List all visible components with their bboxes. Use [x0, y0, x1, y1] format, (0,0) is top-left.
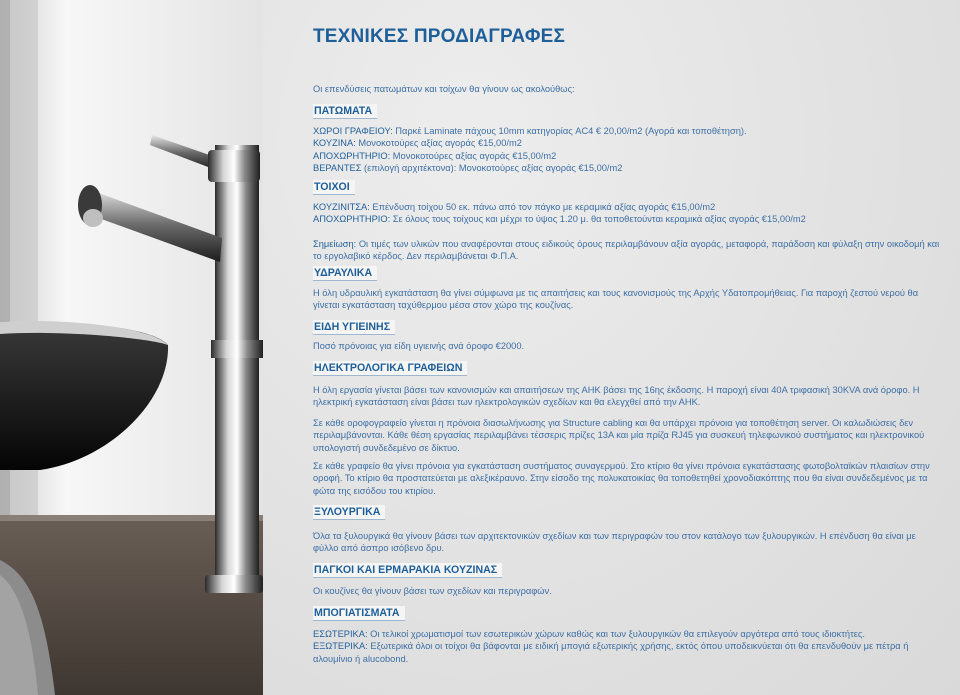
walls-list [313, 201, 943, 226]
floor-item-storage [313, 150, 943, 162]
exterior-label: ΕΞΩΤΕΡΙΚΑ: [313, 641, 368, 652]
plumbing-heading: ΥΔΡΑΥΛΙΚΑ [313, 266, 377, 281]
paint-item-exterior [313, 640, 943, 665]
floors-heading: ΠΑΤΩΜΑΤΑ [313, 104, 377, 119]
kitchenette-text: Επένδυση τοίχου 50 εκ. πάνω από τον πάγκο με κεραμικά αξίας αγοράς €15,00/m2 [369, 202, 716, 212]
faucet-illustration [0, 0, 263, 695]
kitchen-text: Μονοκοτούρες αξίας αγοράς €15,00/m2 [355, 138, 522, 149]
kitchenette-label: ΚΟΥΖΙΝΙΤΣΑ: [313, 202, 370, 212]
page-title: ΤΕΧΝΙΚΕΣ ΠΡΟΔΙΑΓΡΑΦΕΣ [313, 26, 566, 47]
veranda-text: (επιλογή αρχιτέκτονα): Μονοκοτούρες αξίας αγοράς €15,00/m2 [361, 162, 623, 173]
plumbing-text: Η όλη υδραυλική εγκατάσταση θα γίνει σύμφωνα με τις απαιτήσεις και τους κανονισμούς της Αρχής Υδατοπρομήθειας. Για παροχή ζεστού νερού θα γίνεται εγκατάσταση ταχύθερμου μέσα στον χώρο της κουζίνας. [313, 288, 919, 311]
office-label: ΧΩΡΟΙ ΓΡΑΦΕΙΟΥ: [313, 126, 393, 136]
woodwork-text: Όλα τα ξυλουργικά θα γίνουν βάσει των αρχιτεκτονικών σχεδίων και των περιγραφών του στον κατάλογο των ξυλουργικών. Η επένδυση θα είναι με φύλλο από άσπρο ισόβενο δρυ. [313, 531, 916, 554]
paint-item-interior [313, 628, 943, 640]
floor-item-kitchen [313, 137, 943, 149]
spec-panel [263, 0, 960, 695]
electrical-p1: Η όλη εργασία γίνεται βάσει των κανονισμών και απαιτήσεων της ΑΗΚ βάσει της 16ης έκδοσης. Η παροχή είναι 40Α τριφασική 30KVA ανά όροφο. Η ηλεκτρική εγκατάσταση είναι βάσει των ηλεκτρολογικών σχεδίων και θα ελεγχθεί από την ΑΗΚ. [313, 385, 920, 408]
storage-text: Μονοκοτούρες αξίας αγοράς €15,00/m2 [390, 150, 557, 161]
faucet-photo [0, 0, 263, 695]
wc-text: Σε όλους τους τοίχους και μέχρι το ύψος 1.20 μ. θα τοποθετούνται κεραμικά αξίας αγοράς €15,00/m2 [390, 214, 806, 225]
interior-text: Οι τελικοί χρωματισμοί των εσωτερικών χώρων καθώς και των ξυλουργικών θα επιλεγούν αργότερα από τους ιδιοκτήτες. [367, 629, 865, 639]
wall-item-kitchenette [313, 201, 943, 213]
sanitary-text: Ποσό πρόνοιας για είδη υγιεινής ανά όροφο €2000. [313, 341, 525, 351]
electrical-heading: ΗΛΕΚΤΡΟΛΟΓΙΚΑ ΓΡΑΦΕΙΩΝ [313, 361, 467, 376]
woodwork-heading: ΞΥΛΟΥΡΓΙΚΑ [313, 505, 385, 520]
wall-item-wc [313, 213, 943, 225]
electrical-p2: Σε κάθε ορoφογραφείο γίνεται η πρόνοια διασωλήνωσης για Structure cabling και θα υπάρχει πρόνοια για τοποθέτηση server. Οι καλωδιώσεις δεν περιλαμβάνονται. Κάθε θέση εργασίας περιλαμβάνει τέσσερις πρίζες 13A και μία πρίζα RJ45 για συσκευή τηλεφωνικού συστήματος και ηλεκτρονικού υπολογιστή συνδεδεμένο σε δίκτυο. [313, 418, 925, 453]
counters-heading: ΠΑΓΚΟΙ ΚΑΙ ΕΡΜΑΡΑΚΙΑ ΚΟΥΖΙΝΑΣ [313, 563, 502, 578]
floor-item-office [313, 125, 943, 137]
kitchen-label: ΚΟΥΖΙΝΑ: [313, 138, 356, 149]
exterior-text: Εξωτερικά όλοι οι τοίχοι θα βάφονται με ειδική μπογιά εξωτερικής χρήσης, εκτός όπου υποδεικνύεται ότι θα επενδυθούν με πέτρα ή αλουμίνιο ή alucobond. [313, 641, 909, 664]
floor-item-veranda [313, 162, 943, 174]
walls-heading: ΤΟΙΧΟΙ [313, 180, 355, 195]
intro-text: Οι επενδύσεις πατωμάτων και τοίχων θα γίνουν ως ακολούθως: [313, 84, 575, 94]
sanitary-heading: ΕΙΔΗ ΥΓΙΕΙΝΗΣ [313, 320, 395, 335]
note-label: Σημείωση: [313, 239, 357, 249]
interior-label: ΕΣΩΤΕΡΙΚΑ: [313, 629, 368, 639]
note-text: Οι τιμές των υλικών που αναφέρονται στους ειδικούς όρους περιλαμβάνουν αξία αγοράς, μεταφορά, παράδοση και φύλαξη στην οικοδομή και το εργολαβικό κέρδος. Δεν περιλαμβάνεται Φ.Π.Α. [313, 239, 940, 262]
paints-list [313, 628, 943, 665]
veranda-label: ΒΕΡΑΝΤΕΣ [313, 162, 362, 173]
office-text: Παρκέ Laminate πάχους 10mm κατηγορίας AC4 € 20,00/m2 (Αγορά και τοποθέτηση). [392, 126, 747, 136]
counters-text: Οι κουζίνες θα γίνουν βάσει των σχεδίων και περιγραφών. [313, 586, 552, 596]
storage-label: ΑΠΟΧΩΡΗΤΗΡΙΟ: [313, 150, 391, 161]
walls-note [313, 238, 943, 263]
paints-heading: ΜΠΟΓΙΑΤΙΣΜΑΤΑ [313, 606, 405, 621]
wc-label: ΑΠΟΧΩΡΗΤΗΡΙΟ: [313, 214, 391, 225]
electrical-p3: Σε κάθε γραφείο θα γίνει πρόνοια για εγκατάσταση συστήματος συναγερμού. Στο κτίριο θα γίνει πρόνοια εγκατάστασης φωτοβολταϊκών πλαισίων στην οροφή. Το κτίριο θα προστατεύεται με αλεξικέραυνο. Στην είσοδο της πολυκατοικίας θα τοποθετηθεί χρονοδιακόπτης που θα είναι συνδεδεμένος με τα φώτα της εισόδου του κτιρίου. [313, 461, 930, 496]
floors-list [313, 125, 943, 174]
